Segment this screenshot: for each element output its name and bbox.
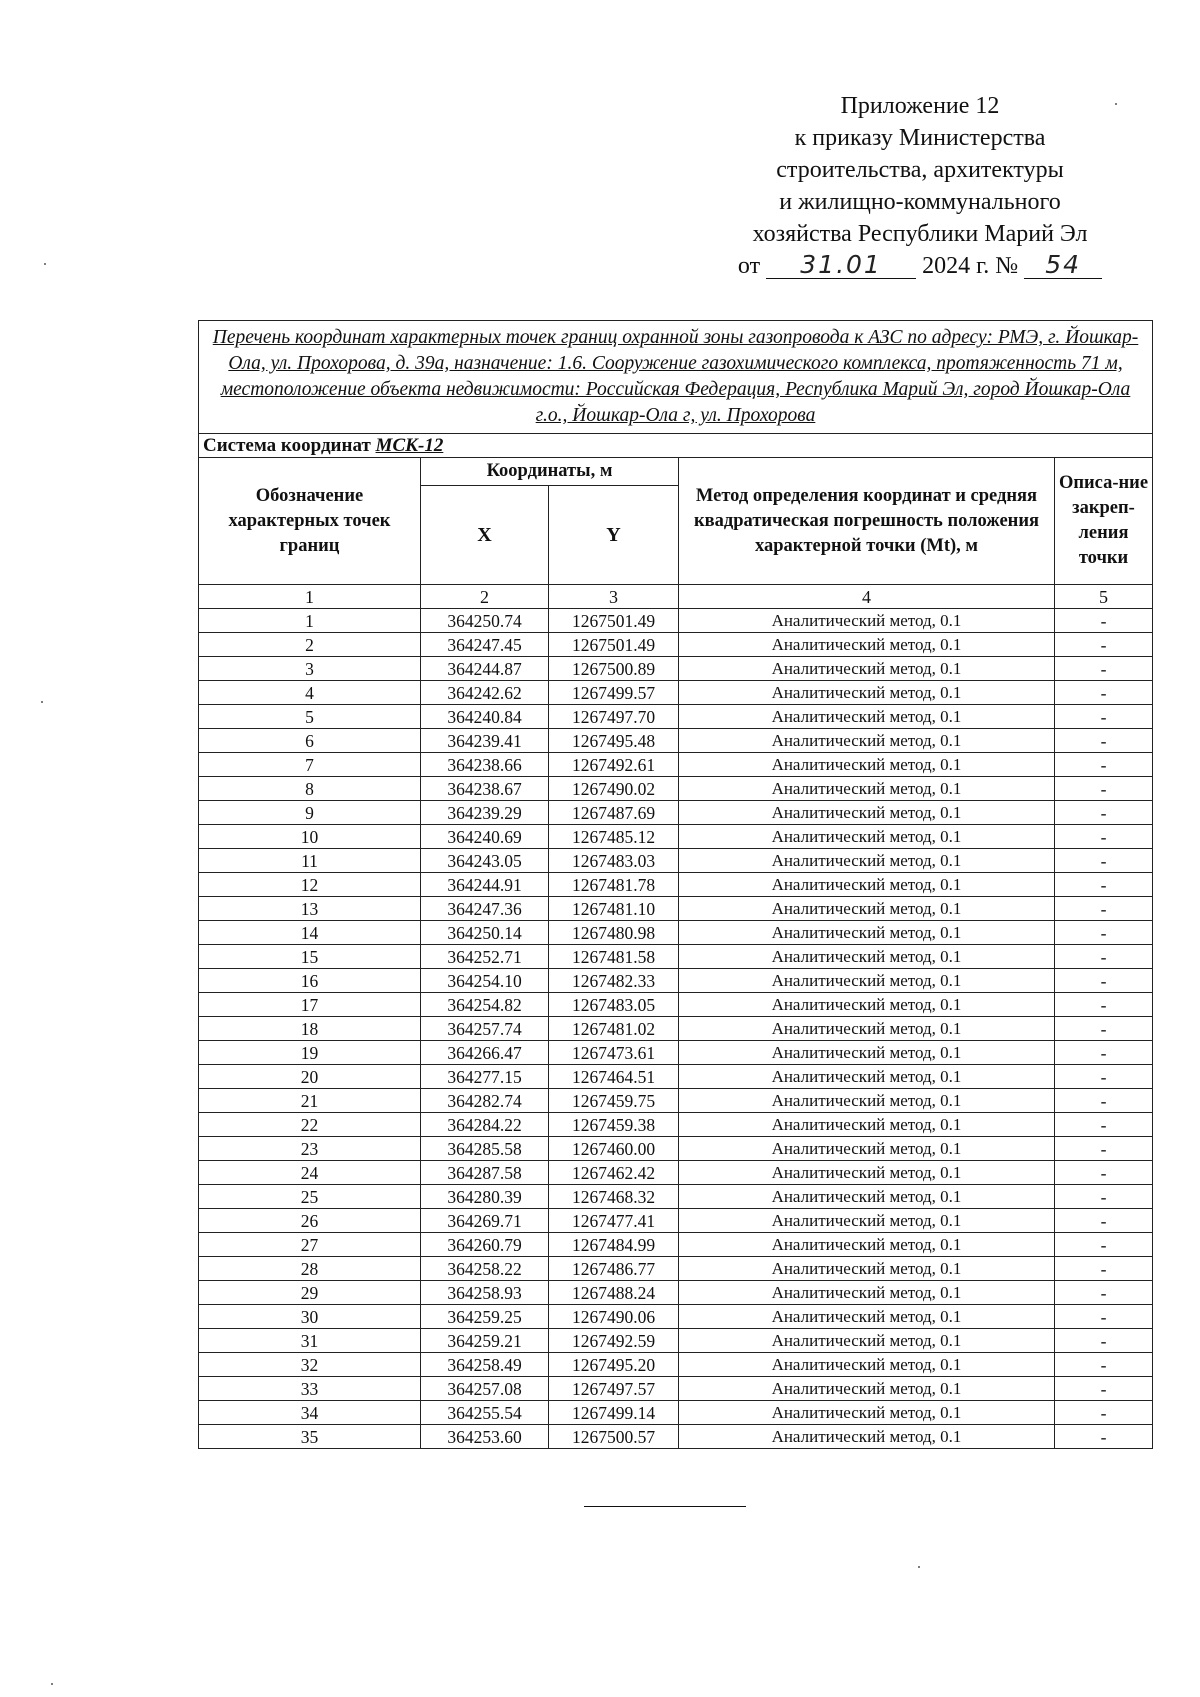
point-number-cell: 12 (199, 873, 421, 897)
description-cell: - (1055, 921, 1153, 945)
point-number-cell: 24 (199, 1161, 421, 1185)
description-cell: - (1055, 1161, 1153, 1185)
x-coordinate-cell: 364247.36 (421, 897, 549, 921)
y-coordinate-cell: 1267490.02 (549, 777, 679, 801)
ministry-name-line-2: и жилищно-коммунального (779, 189, 1061, 215)
y-coordinate-cell: 1267460.00 (549, 1137, 679, 1161)
table-row (199, 849, 1153, 873)
method-cell: Аналитический метод, 0.1 (679, 1401, 1055, 1425)
point-number-cell: 21 (199, 1089, 421, 1113)
description-cell: - (1055, 1113, 1153, 1137)
method-cell: Аналитический метод, 0.1 (679, 1161, 1055, 1185)
y-coordinate-cell: 1267497.57 (549, 1377, 679, 1401)
point-number-cell: 9 (199, 801, 421, 825)
x-coordinate-cell: 364254.82 (421, 993, 549, 1017)
point-number-cell: 8 (199, 777, 421, 801)
handwritten-date: 31.01 (766, 252, 916, 279)
method-cell: Аналитический метод, 0.1 (679, 1305, 1055, 1329)
y-coordinate-cell: 1267484.99 (549, 1233, 679, 1257)
description-cell: - (1055, 1401, 1153, 1425)
scan-speck (44, 263, 46, 265)
coordinate-system-label: Система координат (203, 434, 371, 456)
method-cell: Аналитический метод, 0.1 (679, 945, 1055, 969)
table-row (199, 729, 1153, 753)
point-number-cell: 3 (199, 657, 421, 681)
table-row (199, 873, 1153, 897)
point-number-cell: 4 (199, 681, 421, 705)
table-row (199, 753, 1153, 777)
x-coordinate-cell: 364260.79 (421, 1233, 549, 1257)
point-number-cell: 16 (199, 969, 421, 993)
x-coordinate-cell: 364259.21 (421, 1329, 549, 1353)
y-coordinate-cell: 1267492.59 (549, 1329, 679, 1353)
method-cell: Аналитический метод, 0.1 (679, 1209, 1055, 1233)
description-cell: - (1055, 1017, 1153, 1041)
ministry-name-line-1: строительства, архитектуры (776, 157, 1064, 183)
table-row (199, 657, 1153, 681)
y-coordinate-cell: 1267464.51 (549, 1065, 679, 1089)
x-coordinate-cell: 364280.39 (421, 1185, 549, 1209)
y-coordinate-cell: 1267488.24 (549, 1281, 679, 1305)
table-title-row (199, 321, 1153, 434)
table-row (199, 1425, 1153, 1449)
y-coordinate-cell: 1267499.57 (549, 681, 679, 705)
table-row (199, 1137, 1153, 1161)
table-row (199, 1113, 1153, 1137)
method-cell: Аналитический метод, 0.1 (679, 1089, 1055, 1113)
header-row-1 (199, 458, 1153, 486)
table-row (199, 705, 1153, 729)
x-coordinate-cell: 364259.25 (421, 1305, 549, 1329)
y-coordinate-cell: 1267501.49 (549, 633, 679, 657)
table-row (199, 921, 1153, 945)
method-cell: Аналитический метод, 0.1 (679, 1017, 1055, 1041)
column-number: 5 (1055, 585, 1153, 609)
y-coordinate-cell: 1267492.61 (549, 753, 679, 777)
year-and-number-label: 2024 г. № (922, 253, 1019, 279)
description-cell: - (1055, 1065, 1153, 1089)
column-number-row (199, 585, 1153, 609)
point-number-cell: 33 (199, 1377, 421, 1401)
y-coordinate-cell: 1267459.75 (549, 1089, 679, 1113)
description-cell: - (1055, 969, 1153, 993)
table-row (199, 777, 1153, 801)
method-cell: Аналитический метод, 0.1 (679, 897, 1055, 921)
y-coordinate-cell: 1267477.41 (549, 1209, 679, 1233)
point-number-cell: 35 (199, 1425, 421, 1449)
description-cell: - (1055, 801, 1153, 825)
y-coordinate-cell: 1267486.77 (549, 1257, 679, 1281)
scan-speck (918, 1566, 920, 1568)
x-coordinate-cell: 364252.71 (421, 945, 549, 969)
point-number-cell: 19 (199, 1041, 421, 1065)
method-cell: Аналитический метод, 0.1 (679, 1233, 1055, 1257)
x-coordinate-cell: 364243.05 (421, 849, 549, 873)
description-cell: - (1055, 609, 1153, 633)
y-coordinate-cell: 1267500.57 (549, 1425, 679, 1449)
method-cell: Аналитический метод, 0.1 (679, 801, 1055, 825)
header-y: Y (549, 486, 679, 585)
y-coordinate-cell: 1267497.70 (549, 705, 679, 729)
x-coordinate-cell: 364240.69 (421, 825, 549, 849)
method-cell: Аналитический метод, 0.1 (679, 1281, 1055, 1305)
point-number-cell: 11 (199, 849, 421, 873)
x-coordinate-cell: 364253.60 (421, 1425, 549, 1449)
x-coordinate-cell: 364238.66 (421, 753, 549, 777)
method-cell: Аналитический метод, 0.1 (679, 993, 1055, 1017)
description-cell: - (1055, 777, 1153, 801)
description-cell: - (1055, 1425, 1153, 1449)
method-cell: Аналитический метод, 0.1 (679, 1041, 1055, 1065)
method-cell: Аналитический метод, 0.1 (679, 1065, 1055, 1089)
y-coordinate-cell: 1267481.58 (549, 945, 679, 969)
point-number-cell: 22 (199, 1113, 421, 1137)
point-number-cell: 15 (199, 945, 421, 969)
scan-speck (41, 701, 43, 703)
table-row (199, 1017, 1153, 1041)
description-cell: - (1055, 1257, 1153, 1281)
x-coordinate-cell: 364244.87 (421, 657, 549, 681)
point-number-cell: 1 (199, 609, 421, 633)
point-number-cell: 14 (199, 921, 421, 945)
description-cell: - (1055, 1329, 1153, 1353)
x-coordinate-cell: 364250.74 (421, 609, 549, 633)
method-cell: Аналитический метод, 0.1 (679, 777, 1055, 801)
x-coordinate-cell: 364285.58 (421, 1137, 549, 1161)
x-coordinate-cell: 364277.15 (421, 1065, 549, 1089)
header-coordinates: Координаты, м (421, 458, 679, 486)
description-cell: - (1055, 633, 1153, 657)
column-number: 4 (679, 585, 1055, 609)
table-row (199, 897, 1153, 921)
y-coordinate-cell: 1267495.20 (549, 1353, 679, 1377)
table-row (199, 1185, 1153, 1209)
table-row (199, 1401, 1153, 1425)
table-row (199, 1257, 1153, 1281)
y-coordinate-cell: 1267483.03 (549, 849, 679, 873)
point-number-cell: 30 (199, 1305, 421, 1329)
point-number-cell: 34 (199, 1401, 421, 1425)
column-number: 3 (549, 585, 679, 609)
description-cell: - (1055, 1137, 1153, 1161)
table-row (199, 1089, 1153, 1113)
y-coordinate-cell: 1267480.98 (549, 921, 679, 945)
y-coordinate-cell: 1267500.89 (549, 657, 679, 681)
method-cell: Аналитический метод, 0.1 (679, 825, 1055, 849)
scan-speck (51, 1683, 53, 1685)
description-cell: - (1055, 753, 1153, 777)
header-x: X (421, 486, 549, 585)
x-coordinate-cell: 364238.67 (421, 777, 549, 801)
ministry-name-line-3: хозяйства Республики Марий Эл (752, 221, 1088, 247)
description-cell: - (1055, 1305, 1153, 1329)
column-number: 1 (199, 585, 421, 609)
method-cell: Аналитический метод, 0.1 (679, 1329, 1055, 1353)
y-coordinate-cell: 1267485.12 (549, 825, 679, 849)
method-cell: Аналитический метод, 0.1 (679, 1185, 1055, 1209)
x-coordinate-cell: 364257.74 (421, 1017, 549, 1041)
y-coordinate-cell: 1267501.49 (549, 609, 679, 633)
method-cell: Аналитический метод, 0.1 (679, 729, 1055, 753)
x-coordinate-cell: 364282.74 (421, 1089, 549, 1113)
x-coordinate-cell: 364239.41 (421, 729, 549, 753)
coordinates-table (198, 320, 1153, 1449)
method-cell: Аналитический метод, 0.1 (679, 657, 1055, 681)
description-cell: - (1055, 1377, 1153, 1401)
x-coordinate-cell: 364257.08 (421, 1377, 549, 1401)
x-coordinate-cell: 364269.71 (421, 1209, 549, 1233)
method-cell: Аналитический метод, 0.1 (679, 753, 1055, 777)
table-row (199, 801, 1153, 825)
description-cell: - (1055, 1209, 1153, 1233)
table-row (199, 1233, 1153, 1257)
y-coordinate-cell: 1267490.06 (549, 1305, 679, 1329)
x-coordinate-cell: 364250.14 (421, 921, 549, 945)
x-coordinate-cell: 364255.54 (421, 1401, 549, 1425)
header-method: Метод определения координат и средняя квадратическая погрешность положения характерной точки (Mt), м (679, 458, 1055, 585)
description-cell: - (1055, 705, 1153, 729)
point-number-cell: 28 (199, 1257, 421, 1281)
table-row (199, 969, 1153, 993)
method-cell: Аналитический метод, 0.1 (679, 969, 1055, 993)
table-row (199, 681, 1153, 705)
x-coordinate-cell: 364254.10 (421, 969, 549, 993)
table-row (199, 945, 1153, 969)
y-coordinate-cell: 1267462.42 (549, 1161, 679, 1185)
y-coordinate-cell: 1267459.38 (549, 1113, 679, 1137)
description-cell: - (1055, 729, 1153, 753)
method-cell: Аналитический метод, 0.1 (679, 921, 1055, 945)
order-date-line (700, 250, 1140, 282)
description-cell: - (1055, 1281, 1153, 1305)
y-coordinate-cell: 1267481.10 (549, 897, 679, 921)
point-number-cell: 2 (199, 633, 421, 657)
method-cell: Аналитический метод, 0.1 (679, 609, 1055, 633)
table-row (199, 825, 1153, 849)
method-cell: Аналитический метод, 0.1 (679, 849, 1055, 873)
method-cell: Аналитический метод, 0.1 (679, 633, 1055, 657)
table-row (199, 1329, 1153, 1353)
x-coordinate-cell: 364258.49 (421, 1353, 549, 1377)
description-cell: - (1055, 1185, 1153, 1209)
y-coordinate-cell: 1267468.32 (549, 1185, 679, 1209)
table-row (199, 609, 1153, 633)
point-number-cell: 20 (199, 1065, 421, 1089)
point-number-cell: 7 (199, 753, 421, 777)
method-cell: Аналитический метод, 0.1 (679, 681, 1055, 705)
table-row (199, 1041, 1153, 1065)
method-cell: Аналитический метод, 0.1 (679, 1377, 1055, 1401)
description-cell: - (1055, 681, 1153, 705)
point-number-cell: 13 (199, 897, 421, 921)
point-number-cell: 6 (199, 729, 421, 753)
point-number-cell: 26 (199, 1209, 421, 1233)
x-coordinate-cell: 364240.84 (421, 705, 549, 729)
y-coordinate-cell: 1267482.33 (549, 969, 679, 993)
description-cell: - (1055, 945, 1153, 969)
description-cell: - (1055, 897, 1153, 921)
point-number-cell: 25 (199, 1185, 421, 1209)
coordinate-system (199, 434, 1153, 458)
scan-speck (1115, 103, 1117, 105)
table-row (199, 1209, 1153, 1233)
x-coordinate-cell: 364239.29 (421, 801, 549, 825)
x-coordinate-cell: 364284.22 (421, 1113, 549, 1137)
closing-rule (584, 1506, 746, 1507)
y-coordinate-cell: 1267483.05 (549, 993, 679, 1017)
coordinate-system-name: МСК-12 (375, 434, 444, 456)
method-cell: Аналитический метод, 0.1 (679, 1425, 1055, 1449)
header-description: Описа-ние закреп-ления точки (1055, 458, 1153, 585)
description-cell: - (1055, 1353, 1153, 1377)
table-row (199, 1377, 1153, 1401)
point-number-cell: 27 (199, 1233, 421, 1257)
table-row (199, 633, 1153, 657)
column-number: 2 (421, 585, 549, 609)
point-number-cell: 31 (199, 1329, 421, 1353)
point-number-cell: 5 (199, 705, 421, 729)
method-cell: Аналитический метод, 0.1 (679, 1353, 1055, 1377)
description-cell: - (1055, 657, 1153, 681)
description-cell: - (1055, 1041, 1153, 1065)
header-point: Обозначение характерных точек границ (199, 458, 421, 585)
x-coordinate-cell: 364266.47 (421, 1041, 549, 1065)
description-cell: - (1055, 1233, 1153, 1257)
coordinate-system-row (199, 434, 1153, 458)
y-coordinate-cell: 1267495.48 (549, 729, 679, 753)
y-coordinate-cell: 1267473.61 (549, 1041, 679, 1065)
description-cell: - (1055, 825, 1153, 849)
approval-block (700, 90, 1140, 282)
description-cell: - (1055, 993, 1153, 1017)
description-cell: - (1055, 873, 1153, 897)
appendix-number: Приложение 12 (840, 93, 1000, 119)
method-cell: Аналитический метод, 0.1 (679, 873, 1055, 897)
x-coordinate-cell: 364258.93 (421, 1281, 549, 1305)
method-cell: Аналитический метод, 0.1 (679, 1113, 1055, 1137)
point-number-cell: 18 (199, 1017, 421, 1041)
method-cell: Аналитический метод, 0.1 (679, 1257, 1055, 1281)
point-number-cell: 29 (199, 1281, 421, 1305)
point-number-cell: 17 (199, 993, 421, 1017)
point-number-cell: 23 (199, 1137, 421, 1161)
table-row (199, 1065, 1153, 1089)
y-coordinate-cell: 1267481.02 (549, 1017, 679, 1041)
description-cell: - (1055, 1089, 1153, 1113)
method-cell: Аналитический метод, 0.1 (679, 705, 1055, 729)
table-title: Перечень координат характерных точек границ охранной зоны газопровода к АЗС по адресу: РМЭ, г. Йошкар-Ола, ул. Прохорова, д. 39а, назначение: 1.6. Сооружение газохимического комплекса, протяженность 71 м, местоположение объекта недвижимости: Российская Федерация, Республика Марий Эл, город Йошкар-Ола г.о., Йошкар-Ола г, ул. Прохорова (199, 321, 1153, 434)
x-coordinate-cell: 364287.58 (421, 1161, 549, 1185)
x-coordinate-cell: 364242.62 (421, 681, 549, 705)
order-reference: к приказу Министерства (794, 125, 1046, 151)
table-row (199, 1281, 1153, 1305)
method-cell: Аналитический метод, 0.1 (679, 1137, 1055, 1161)
x-coordinate-cell: 364247.45 (421, 633, 549, 657)
table-row (199, 1161, 1153, 1185)
handwritten-order-number: 54 (1024, 252, 1102, 279)
y-coordinate-cell: 1267487.69 (549, 801, 679, 825)
point-number-cell: 10 (199, 825, 421, 849)
x-coordinate-cell: 364258.22 (421, 1257, 549, 1281)
table-row (199, 1353, 1153, 1377)
table-row (199, 993, 1153, 1017)
point-number-cell: 32 (199, 1353, 421, 1377)
description-cell: - (1055, 849, 1153, 873)
from-label: от (737, 253, 761, 279)
y-coordinate-cell: 1267499.14 (549, 1401, 679, 1425)
y-coordinate-cell: 1267481.78 (549, 873, 679, 897)
table-row (199, 1305, 1153, 1329)
x-coordinate-cell: 364244.91 (421, 873, 549, 897)
